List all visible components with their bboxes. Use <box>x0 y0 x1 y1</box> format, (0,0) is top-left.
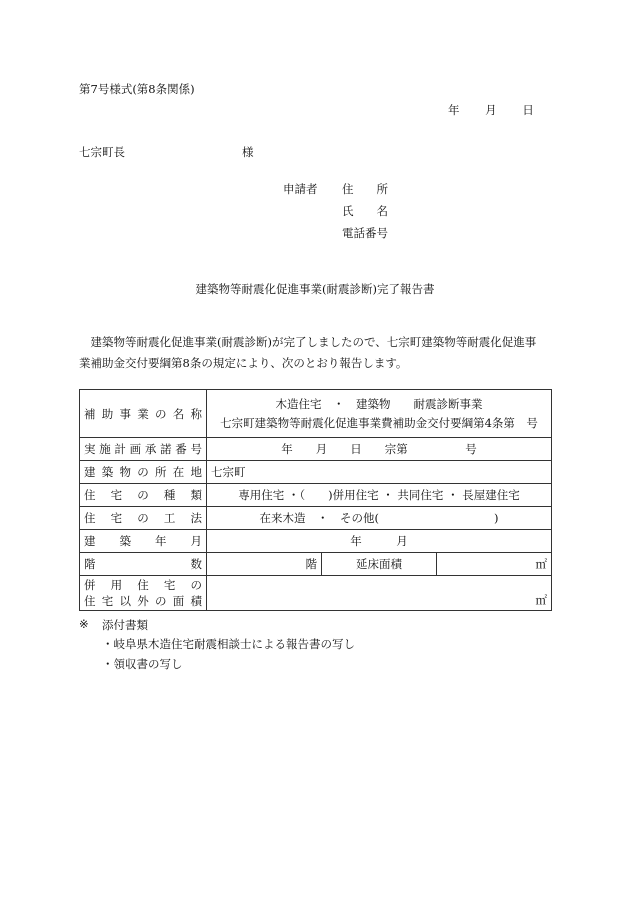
construction-method-options: 在来木造 ・ その他( ) <box>207 507 552 530</box>
table-row <box>80 390 552 438</box>
project-regulation: 七宗町建築物等耐震化促進事業費補助金交付要綱第4条第 号 <box>220 415 538 430</box>
table-row <box>80 553 552 576</box>
attachment-item: ・岐阜県木造住宅耐震相談士による報告書の写し <box>102 637 355 651</box>
applicant-name-label: 氏 名 <box>342 204 388 218</box>
build-date-label: 建築年月 <box>80 530 207 553</box>
location-label: 建築物の所在地 <box>80 461 207 484</box>
approval-number-label: 実施計画承諾番号 <box>80 438 207 461</box>
applicant-label: 申請者 <box>283 182 318 196</box>
construction-method-label: 住宅の工法 <box>80 507 207 530</box>
report-table <box>79 389 552 611</box>
attachments-mark: ※ <box>79 617 89 631</box>
table-row <box>80 461 552 484</box>
body-text <box>79 332 553 374</box>
floor-area-unit: ㎡ <box>437 553 552 576</box>
floors-unit: 階 <box>207 553 322 576</box>
table-row <box>80 576 552 611</box>
body-line: 業補助金交付要綱第8条の規定により、次のとおり報告します。 <box>79 356 408 370</box>
floor-area-label: 延床面積 <box>322 553 437 576</box>
attachments-heading: 添付書類 <box>102 618 148 632</box>
project-name-label: 補助事業の名称 <box>80 390 207 438</box>
applicant-address-label: 住 所 <box>342 182 388 196</box>
location-value: 七宗町 <box>207 461 552 484</box>
project-type-options: 木造住宅 ・ 建築物 耐震診断事業 <box>275 396 483 411</box>
date-day: 日 <box>522 103 534 117</box>
addressee-name: 七宗町長 <box>79 145 125 159</box>
house-type-label: 住宅の種類 <box>80 484 207 507</box>
other-use-area-value <box>207 576 552 611</box>
form-number: 第7号様式(第8条関係) <box>79 82 195 96</box>
date-month: 月 <box>485 103 497 117</box>
other-use-area-label-line: 併用住宅の <box>84 578 202 592</box>
table-row <box>80 484 552 507</box>
addressee-honorific: 様 <box>242 145 254 159</box>
build-date-value: 年 月 <box>207 530 552 553</box>
table-row <box>80 507 552 530</box>
document-title: 建築物等耐震化促進事業(耐震診断)完了報告書 <box>195 282 435 296</box>
attachment-item: ・領収書の写し <box>102 657 183 671</box>
date-year: 年 <box>448 103 460 117</box>
floors-label: 階数 <box>80 553 207 576</box>
date-line <box>448 102 534 118</box>
table-row <box>80 438 552 461</box>
other-use-area-unit: ㎡ <box>535 593 547 607</box>
applicant-phone-label: 電話番号 <box>342 226 388 240</box>
project-name-value <box>207 390 552 438</box>
other-use-area-label <box>80 576 207 611</box>
house-type-options: 専用住宅 ・（ )併用住宅 ・ 共同住宅 ・ 長屋建住宅 <box>207 484 552 507</box>
approval-number-value: 年 月 日 宗第 号 <box>207 438 552 461</box>
table-row <box>80 530 552 553</box>
body-line: 建築物等耐震化促進事業(耐震診断)が完了しましたので、七宗町建築物等耐震化促進事 <box>79 335 537 349</box>
other-use-area-label-line: 住宅以外の面積 <box>84 594 202 608</box>
